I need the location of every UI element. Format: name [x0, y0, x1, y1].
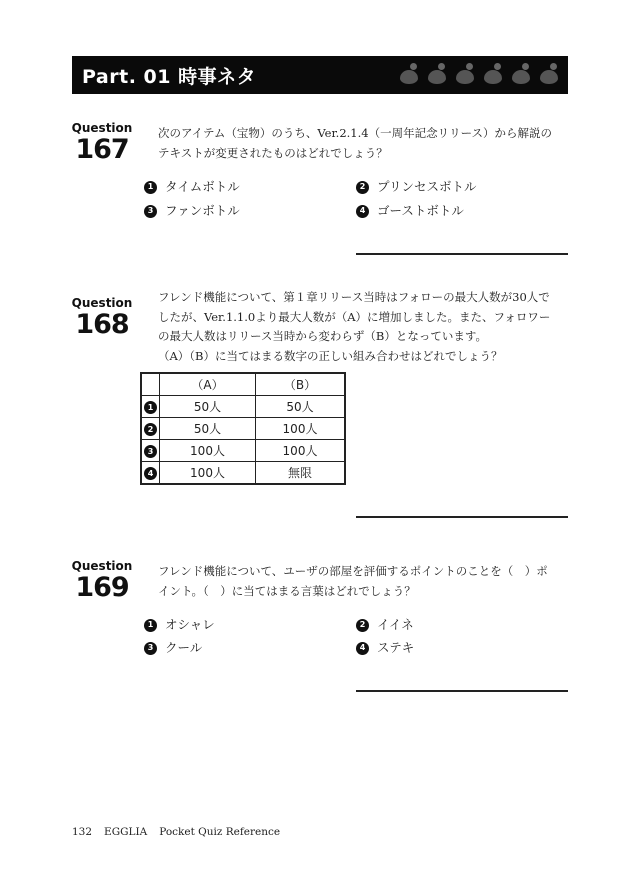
number-badge-icon: 1 [144, 181, 157, 194]
answer-line [356, 690, 568, 692]
option-4[interactable] [356, 203, 464, 219]
option-2[interactable] [356, 179, 477, 195]
number-badge-icon: 4 [144, 467, 157, 480]
footer-brand: EGGLIA [104, 826, 148, 838]
cell-a: 100人 [160, 440, 256, 462]
option-label: タイムボトル [165, 179, 240, 194]
answer-line [356, 253, 568, 255]
question-line: （A）（B）に当てはまる数字の正しい組み合わせはどれでしょう？ [158, 348, 503, 363]
question-line: イント。（ ）に当てはまる言葉はどれでしょう？ [158, 584, 416, 598]
option-1[interactable] [144, 617, 215, 633]
cell-b: 100人 [256, 440, 346, 462]
number-badge-icon: 4 [356, 205, 369, 218]
table-row[interactable] [141, 462, 345, 485]
question-label [72, 559, 132, 603]
table-row[interactable] [141, 418, 345, 440]
table-header-row [141, 373, 345, 396]
page-number: 132 [72, 826, 93, 838]
question-line: フレンド機能について、ユーザの部屋を評価するポイントのことを（ ）ポ [158, 564, 548, 578]
number-badge-icon: 2 [144, 423, 157, 436]
question-line: の最大人数はリリース当時から変わらず（B）となっています。 [158, 329, 487, 343]
question-label [72, 296, 132, 340]
number-badge-icon: 3 [144, 445, 157, 458]
option-4[interactable] [356, 640, 414, 656]
question-text [158, 561, 588, 601]
question-text [158, 123, 588, 163]
question-number: 167 [75, 134, 129, 165]
number-badge-icon: 1 [144, 401, 157, 414]
question-line: フレンド機能について、第１章リリース当時はフォローの最大人数が30人で [158, 290, 550, 304]
cell-b: 100人 [256, 418, 346, 440]
option-3[interactable] [144, 203, 240, 219]
number-badge-icon: 3 [144, 205, 157, 218]
section-title: Part. 01 時事ネタ [82, 66, 257, 88]
number-badge-icon: 2 [356, 619, 369, 632]
cell-a: 50人 [160, 418, 256, 440]
question-text [158, 288, 588, 366]
answer-line [356, 516, 568, 518]
question-label [72, 121, 132, 165]
option-label: クール [165, 640, 203, 655]
option-label: イイネ [377, 617, 414, 632]
cell-b: 無限 [256, 462, 346, 485]
table-row[interactable] [141, 396, 345, 418]
question-word: Question [71, 121, 133, 135]
footer-subtitle: Pocket Quiz Reference [159, 826, 281, 838]
question-number: 168 [75, 309, 129, 340]
cell-b: 50人 [256, 396, 346, 418]
question-line: テキストが変更されたものはどれでしょう？ [158, 146, 388, 160]
option-3[interactable] [144, 640, 202, 656]
question-word: Question [71, 559, 133, 573]
page-footer [72, 826, 292, 838]
bird-illustrations [398, 60, 560, 88]
option-label: ステキ [377, 640, 415, 655]
cell-a: 50人 [160, 396, 256, 418]
section-header [72, 56, 568, 94]
option-label: オシャレ [165, 617, 215, 632]
question-line: したが、Ver.1.1.0より最大人数が（A）に増加しました。また、フォロワー [158, 309, 551, 324]
number-badge-icon: 1 [144, 619, 157, 632]
option-label: プリンセスボトル [377, 179, 477, 194]
question-number: 169 [75, 572, 129, 603]
option-label: ゴーストボトル [377, 203, 464, 218]
number-badge-icon: 2 [356, 181, 369, 194]
option-label: ファンボトル [165, 203, 240, 218]
question-word: Question [71, 296, 133, 310]
column-header: （B） [256, 373, 346, 396]
cell-a: 100人 [160, 462, 256, 485]
number-badge-icon: 3 [144, 642, 157, 655]
column-header: （A） [160, 373, 256, 396]
option-2[interactable] [356, 617, 414, 633]
option-1[interactable] [144, 179, 240, 195]
question-line: 次のアイテム（宝物）のうち、Ver.2.1.4（一周年記念リリース）から解説の [158, 126, 553, 140]
number-badge-icon: 4 [356, 642, 369, 655]
table-row[interactable] [141, 440, 345, 462]
answer-table [140, 372, 346, 485]
